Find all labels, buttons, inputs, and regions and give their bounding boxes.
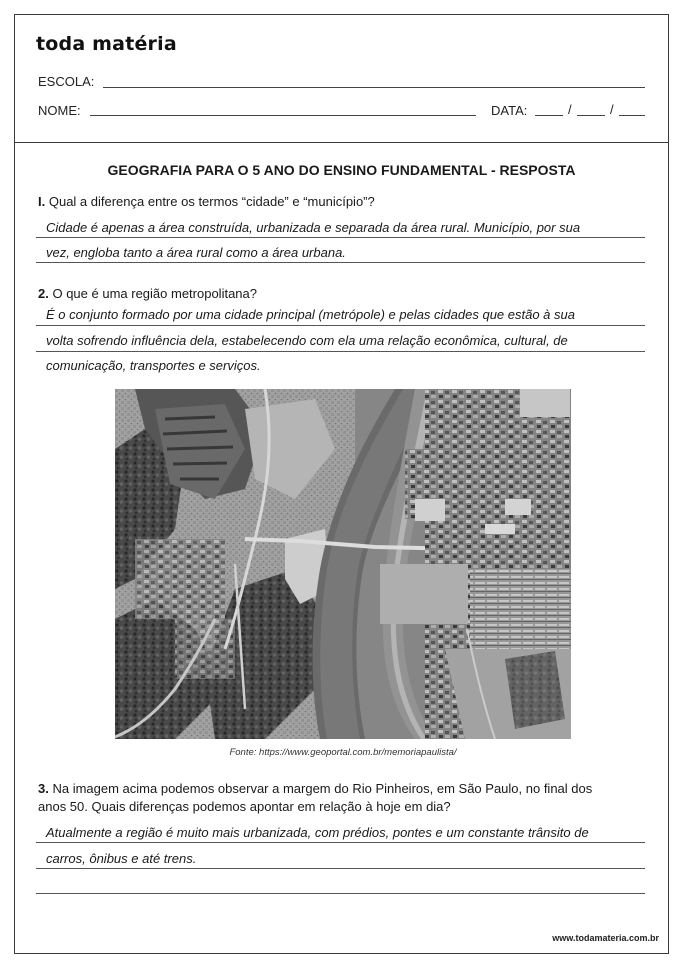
date-label: DATA: — [491, 103, 528, 118]
answer-line: volta sofrendo influência dela, estabelecendo com ela uma relação econômica, cultural, de — [46, 333, 568, 348]
question-text: O que é uma região metropolitana? — [52, 286, 257, 301]
date-month-field[interactable] — [577, 115, 605, 116]
name-label: NOME: — [38, 103, 81, 118]
date-separator: / — [610, 102, 614, 117]
answer-rule — [36, 237, 645, 238]
answer-rule — [36, 262, 645, 263]
answer-line: carros, ônibus e até trens. — [46, 851, 197, 866]
question-number: I. — [38, 194, 46, 209]
answer-rule — [36, 325, 645, 326]
answer-line: É o conjunto formado por uma cidade principal (metrópole) e pelas cidades que estão à sua — [46, 307, 575, 322]
question-text: Qual a diferença entre os termos “cidade” e “município”? — [48, 194, 375, 209]
school-field[interactable] — [103, 87, 645, 88]
answer-line: Atualmente a região é muito mais urbanizada, com prédios, pontes e um constante trânsito de — [46, 825, 589, 840]
answer-line: vez, engloba tanto a área rural como a área urbana. — [46, 245, 346, 260]
image-caption: Fonte: https://www.geoportal.com.br/memoriapaulista/ — [229, 747, 457, 758]
answer-rule — [36, 868, 645, 869]
aerial-photo — [115, 389, 571, 739]
answer-rule — [36, 893, 645, 894]
question-1 — [38, 193, 653, 211]
answer-line: comunicação, transportes e serviços. — [46, 358, 261, 373]
answer-line: Cidade é apenas a área construída, urbanizada e separada da área rural. Município, por sua — [46, 220, 581, 235]
website-url: www.todamateria.com.br — [552, 933, 659, 943]
date-day-field[interactable] — [535, 115, 563, 116]
answer-rule — [36, 842, 645, 843]
school-label: ESCOLA: — [38, 74, 95, 89]
date-separator: / — [568, 102, 572, 117]
date-year-field[interactable] — [619, 115, 645, 116]
answer-rule — [36, 351, 645, 352]
name-field[interactable] — [90, 115, 476, 116]
question-text: Na imagem acima podemos observar a margem do Rio Pinheiros, em São Paulo, no final dos — [52, 781, 593, 796]
brand-logo: toda matéria — [36, 33, 177, 55]
question-2 — [38, 285, 653, 303]
question-3 — [38, 780, 653, 816]
question-number: 2. — [38, 286, 49, 301]
header-divider — [14, 142, 669, 143]
worksheet-title: GEOGRAFIA PARA O 5 ANO DO ENSINO FUNDAMENTAL - RESPOSTA — [107, 162, 576, 178]
question-text: anos 50. Quais diferenças podemos apontar em relação à hoje em dia? — [38, 799, 451, 814]
question-number: 3. — [38, 781, 49, 796]
